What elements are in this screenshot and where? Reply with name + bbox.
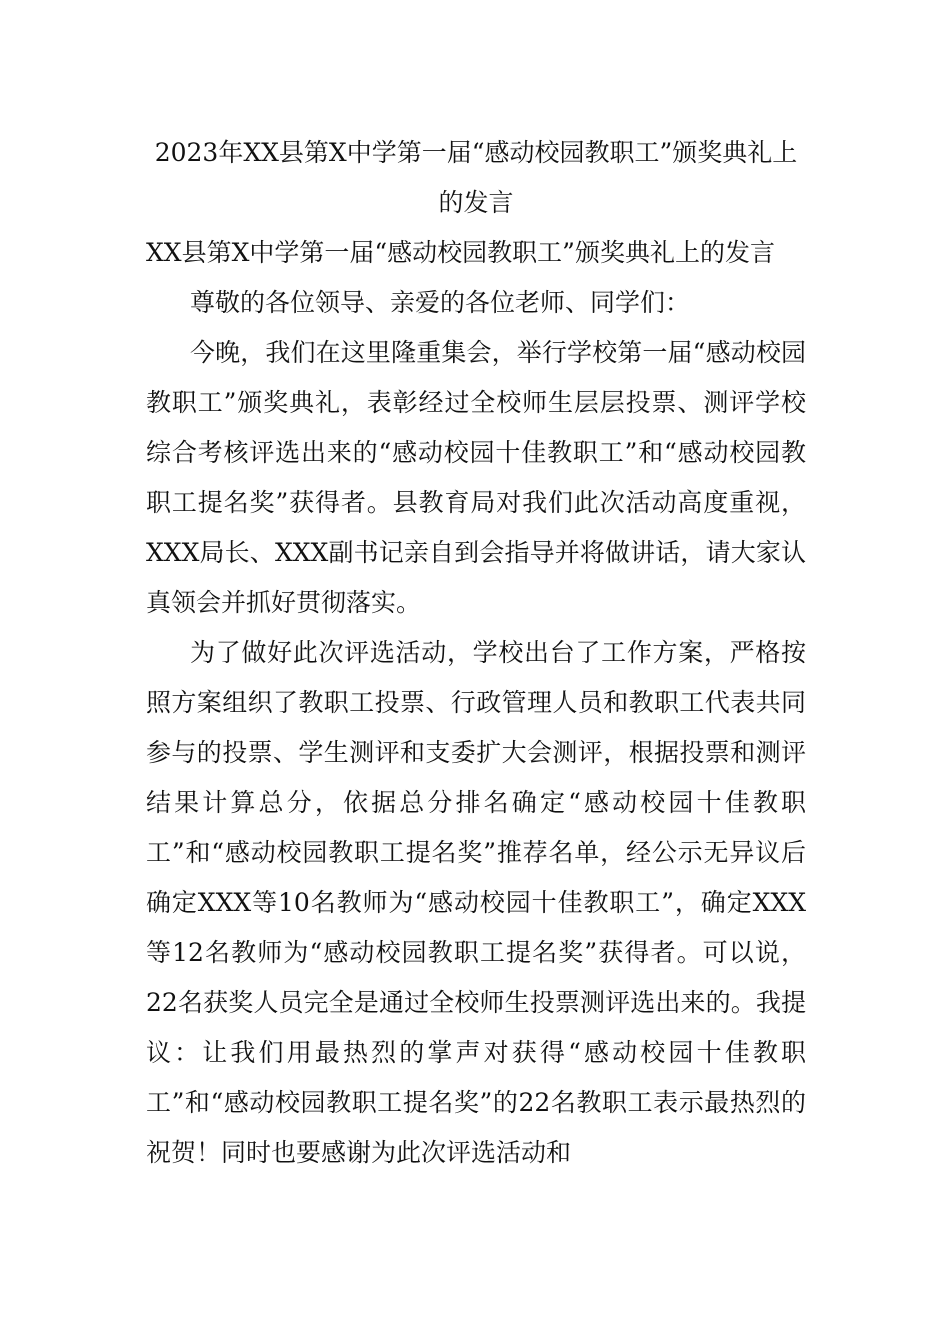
paragraph-1: 今晚，我们在这里隆重集会，举行学校第一届“感动校园教职工”颁奖典礼，表彰经过全校师生层层投票、测评学校综合考核评选出来的“感动校园十佳教职工”和“感动校园教职工提名奖”获得者。县教育局对我们此次活动高度重视，XXX局长、XXX副书记亲自到会指导并将做讲话，请大家认真领会并抓好贯彻落实。 [146,338,806,617]
salutation: 尊敬的各位领导、亲爱的各位老师、同学们： [190,288,691,317]
document-subtitle: XX县第X中学第一届“感动校园教职工”颁奖典礼上的发言 [146,238,775,267]
document-title: 2023年XX县第X中学第一届“感动校园教职工”颁奖典礼上的发言 [154,138,798,217]
document-page [146,128,806,1178]
paragraph-2: 为了做好此次评选活动，学校出台了工作方案，严格按照方案组织了教职工投票、行政管理人员和教职工代表共同参与的投票、学生测评和支委扩大会测评，根据投票和测评结果计算总分，依据总分排名确定“感动校园十佳教职工”和“感动校园教职工提名奖”推荐名单，经公示无异议后确定XXX等10名教师为“感动校园十佳教职工”，确定XXX等12名教师为“感动校园教职工提名奖”获得者。可以说，22名获奖人员完全是通过全校师生投票测评选出来的。我提议：让我们用最热烈的掌声对获得“感动校园十佳教职工”和“感动校园教职工提名奖”的22名教职工表示最热烈的祝贺！同时也要感谢为此次评选活动和 [146,638,806,1167]
